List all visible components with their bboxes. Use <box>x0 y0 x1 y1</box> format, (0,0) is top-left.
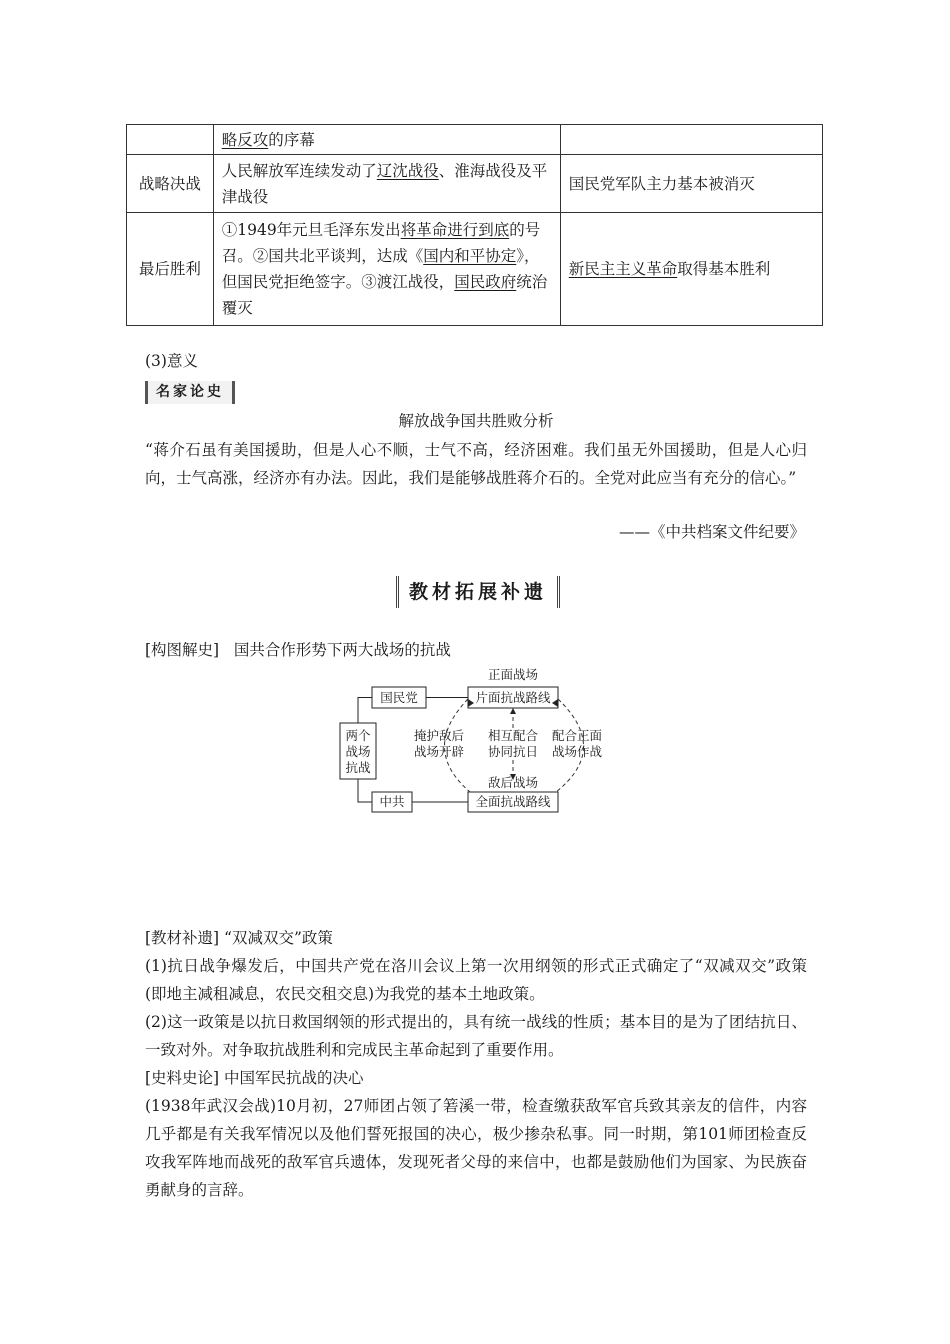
table-cell: 国民党军队主力基本被消灭 <box>560 155 822 213</box>
supplement-label: [教材补遗] <box>145 929 220 947</box>
cell-text: 的号召。②国共北平谈判，达成《 <box>221 221 541 265</box>
cell-text: ①1949年元旦毛泽东发出 <box>221 221 401 239</box>
table-cell <box>213 155 560 213</box>
left-note-2: 战场开辟 <box>413 744 465 759</box>
left-note-1: 掩护敌后 <box>413 728 465 743</box>
underlined-term: 国民政府 <box>454 273 517 291</box>
table-cell <box>127 125 214 155</box>
full-line-label: 全面抗战路线 <box>475 794 551 809</box>
supplement-para-1: (1)抗日战争爆发后，中国共产党在洛川会议上第一次用纲领的形式正式确定了“双减双交”政策(即地主减租减息，农民交租交息)为我党的基本土地政策。 <box>145 957 807 1003</box>
mid-note-1: 相互配合 <box>487 728 539 743</box>
underlined-term: 新民主主义革命 <box>568 260 678 278</box>
two-fields-label-3: 抗战 <box>345 760 371 775</box>
right-note-2: 战场作战 <box>551 744 603 759</box>
rear-battlefield-label: 敌后战场 <box>487 775 539 790</box>
source-label: [史料史论] <box>145 1069 220 1087</box>
caption-title: 国共合作形势下两大战场的抗战 <box>233 641 451 659</box>
two-fields-label-2: 战场 <box>345 744 371 759</box>
cell-text: 的序幕 <box>268 130 315 149</box>
diagram-caption <box>145 636 807 664</box>
table-cell <box>213 213 560 326</box>
cell-text: 取得基本胜利 <box>677 260 771 278</box>
table-cell <box>560 125 822 155</box>
table-cell-stage: 战略决战 <box>127 155 214 213</box>
cell-text: 》，但国民党拒绝签字。③渡江战役， <box>221 247 540 291</box>
cell-text: 、淮海战役及平津战役 <box>221 161 548 206</box>
two-battlefields-diagram <box>320 664 620 819</box>
caption-label: [构图解史] <box>145 641 220 659</box>
section-banner: 教材拓展补遗 <box>396 576 560 608</box>
quote-source: ——《中共档案文件纪要》 <box>618 523 805 541</box>
quote-text: “蒋介石虽有美国援助，但是人心不顺，士气不高，经济困难。我们虽无外国援助，但是人心归向，士气高涨，经济亦有办法。因此，我们是能够战胜蒋介石的。全党对此应当有充分的信心。” <box>145 441 807 487</box>
cell-text: 统治覆灭 <box>221 273 548 317</box>
table-row <box>127 213 823 326</box>
two-fields-label-1: 两个 <box>345 728 371 743</box>
source-heading <box>145 1064 807 1092</box>
underlined-term: 辽沈战役 <box>376 161 439 180</box>
history-table <box>126 124 823 326</box>
supplement-title: “双减双交”政策 <box>224 929 333 947</box>
significance-label: (3)意义 <box>145 352 198 370</box>
ccp-label: 中共 <box>379 794 405 809</box>
table-cell <box>213 125 560 155</box>
underlined-term: 国内和平协定 <box>423 247 517 265</box>
underlined-term: 将革命进行到底 <box>400 221 510 239</box>
table-row <box>127 155 823 213</box>
table-cell <box>560 213 822 326</box>
front-battlefield-label: 正面战场 <box>487 667 539 682</box>
underlined-term: 略反攻 <box>221 130 269 149</box>
quote-title: 解放战争国共胜败分析 <box>398 412 554 430</box>
source-para: (1938年武汉会战)10月初，27师团占领了箬溪一带，检查缴获敌军官兵致其亲友的信件，内容几乎都是有关我军情况以及他们誓死报国的决心，极少掺杂私事。同一时期，第101师团检查反攻我军阵地而战死的敌军官兵遗体，发现死者父母的来信中，也都是鼓励他们为国家、为民族奋勇献身的言辞。 <box>145 1097 807 1199</box>
supplement-para-2: (2)这一政策是以抗日救国纲领的形式提出的，具有统一战线的性质；基本目的是为了团结抗日、一致对外。对争取抗战胜利和完成民主革命起到了重要作用。 <box>145 1013 807 1059</box>
supplement-heading <box>145 924 807 952</box>
right-note-1: 配合正面 <box>551 728 603 743</box>
table-cell-stage: 最后胜利 <box>127 213 214 326</box>
source-title: 中国军民抗战的决心 <box>224 1069 364 1087</box>
mid-note-2: 协同抗日 <box>487 744 539 759</box>
partial-line-label: 片面抗战路线 <box>475 690 551 705</box>
cell-text: 人民解放军连续发动了 <box>221 161 377 180</box>
table-row <box>127 125 823 155</box>
kmt-label: 国民党 <box>380 690 418 705</box>
section-heading: 名家论史 <box>145 381 235 404</box>
